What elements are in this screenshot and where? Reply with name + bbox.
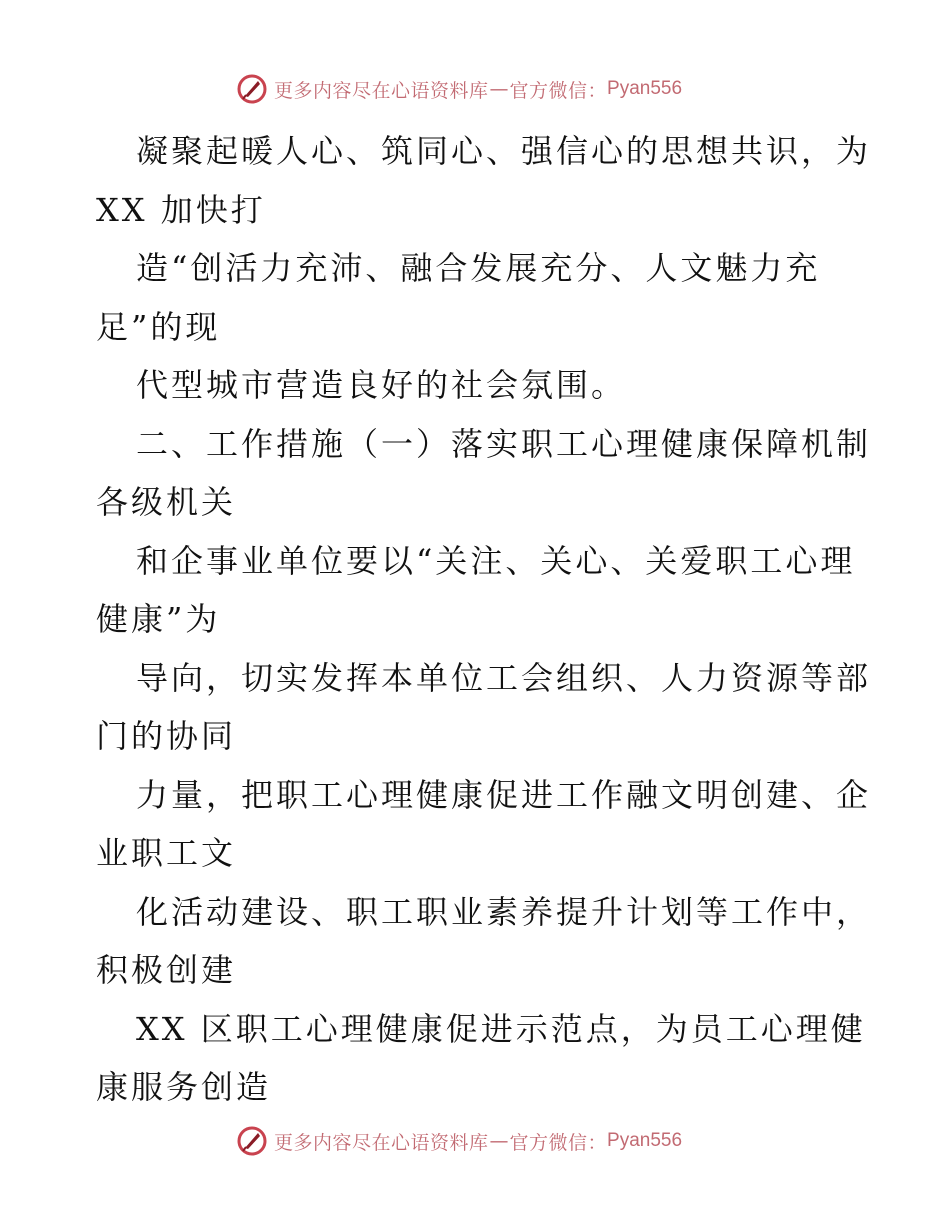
text-line: XX 加快打	[96, 190, 266, 229]
text-line: 二、工作措施（一）落实职工心理健康保障机制	[136, 424, 872, 463]
text-line: 积极创建	[96, 951, 237, 989]
text-line: XX 区职工心理健康促进示范点，为员工心理健	[136, 1009, 866, 1048]
text-line: 和企事业单位要以“关注、关心、关爱职工心理	[136, 541, 856, 580]
text-line: 各级机关	[96, 483, 237, 521]
text-line: 门的协同	[96, 717, 237, 755]
text-line: 业职工文	[96, 834, 237, 872]
quill-logo-icon	[236, 1125, 268, 1157]
watermark-separator: —	[489, 78, 509, 100]
quill-logo-icon	[236, 73, 268, 105]
text-line: 凝聚起暖人心、筑同心、强信心的思想共识，为	[136, 132, 872, 170]
text-line: 力量，把职工心理健康促进工作融文明创建、企	[136, 775, 872, 814]
watermark-suffix: 官方微信：	[509, 1131, 608, 1154]
watermark-separator: —	[489, 1130, 509, 1152]
watermark-id: Pyan556	[607, 78, 683, 99]
watermark-suffix: 官方微信：	[509, 79, 608, 102]
text-line: 足”的现	[96, 307, 221, 346]
text-line: 导向，切实发挥本单位工会组织、人力资源等部	[136, 658, 872, 697]
watermark-id: Pyan556	[607, 1130, 683, 1151]
header-watermark	[236, 72, 682, 106]
footer-watermark	[236, 1124, 682, 1158]
document-body	[96, 122, 872, 1117]
text-line: 造“创活力充沛、融合发展充分、人文魅力充	[136, 249, 821, 287]
watermark-text: 更多内容尽在心语资料库	[274, 1131, 489, 1154]
text-line: 健康”为	[96, 600, 221, 638]
text-line: 代型城市营造良好的社会氛围。	[136, 366, 627, 404]
text-line: 康服务创造	[96, 1068, 272, 1106]
watermark-text: 更多内容尽在心语资料库	[274, 79, 489, 102]
text-line: 化活动建设、职工职业素养提升计划等工作中，	[136, 892, 872, 931]
